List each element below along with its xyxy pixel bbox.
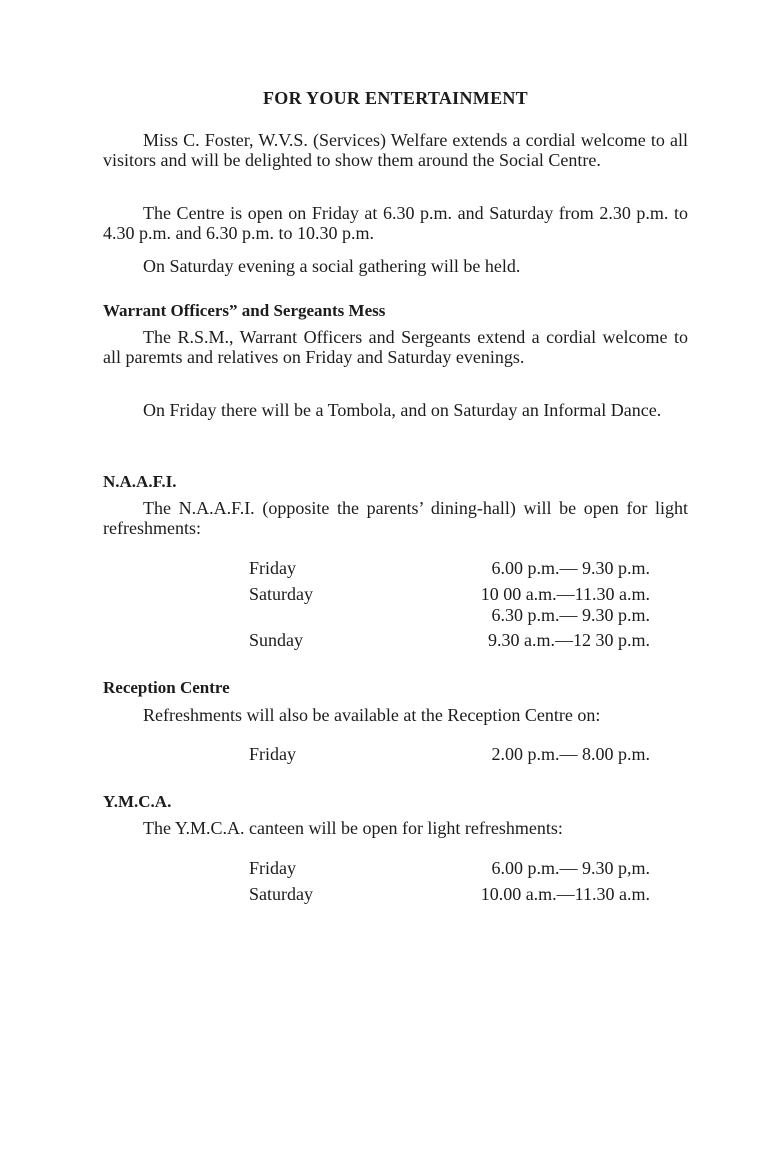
schedule-row	[103, 584, 688, 605]
schedule-time: 10 00 a.m.—11.30 a.m.	[480, 584, 650, 604]
welfare-paragraph: Miss C. Foster, W.V.S. (Services) Welfare extends a cordial welcome to all visitors and will be delighted to show them around the Social Centre.	[103, 130, 688, 170]
naafi-heading: N.A.A.F.I.	[103, 472, 177, 491]
page-title: FOR YOUR ENTERTAINMENT	[263, 88, 528, 108]
ymca-heading: Y.M.C.A.	[103, 792, 172, 811]
schedule-day: Friday	[249, 558, 296, 578]
mess-events-paragraph: On Friday there will be a Tombola, and on Saturday an Informal Dance.	[143, 400, 662, 420]
schedule-day: Sunday	[249, 630, 303, 650]
reception-heading: Reception Centre	[103, 678, 230, 697]
mess-welcome-paragraph: The R.S.M., Warrant Officers and Sergeants extend a cordial welcome to all paremts and relatives on Friday and Saturday evenings.	[103, 327, 688, 367]
naafi-paragraph: The N.A.A.F.I. (opposite the parents’ dining-hall) will be open for light refreshments:	[103, 498, 688, 538]
schedule-time: 10.00 a.m.—11.30 a.m.	[480, 884, 650, 904]
schedule-time: 2.00 p.m.— 8.00 p.m.	[491, 744, 650, 764]
naafi-schedule	[103, 558, 688, 651]
mess-heading: Warrant Officers” and Sergeants Mess	[103, 301, 386, 320]
schedule-row	[103, 744, 688, 765]
schedule-day: Friday	[249, 744, 296, 764]
ymca-schedule	[103, 858, 688, 905]
schedule-day: Friday	[249, 858, 296, 878]
social-gathering-paragraph: On Saturday evening a social gathering will be held.	[143, 256, 521, 276]
schedule-day: Saturday	[249, 584, 313, 604]
schedule-time: 6.00 p.m.— 9.30 p.m.	[491, 558, 650, 578]
schedule-row	[103, 630, 688, 651]
schedule-row	[103, 558, 688, 579]
opening-hours-paragraph: The Centre is open on Friday at 6.30 p.m. and Saturday from 2.30 p.m. to 4.30 p.m. and 6.30 p.m. to 10.30 p.m.	[103, 203, 688, 243]
schedule-row	[103, 858, 688, 879]
schedule-time: 6.00 p.m.— 9.30 p,m.	[491, 858, 650, 878]
schedule-time: 6.30 p.m.— 9.30 p.m.	[491, 605, 650, 625]
schedule-row	[103, 884, 688, 905]
ymca-paragraph: The Y.M.C.A. canteen will be open for light refreshments:	[143, 818, 563, 838]
reception-schedule	[103, 744, 688, 765]
schedule-day: Saturday	[249, 884, 313, 904]
reception-paragraph: Refreshments will also be available at the Reception Centre on:	[143, 705, 601, 725]
schedule-time: 9.30 a.m.—12 30 p.m.	[488, 630, 650, 650]
schedule-row	[103, 605, 688, 626]
